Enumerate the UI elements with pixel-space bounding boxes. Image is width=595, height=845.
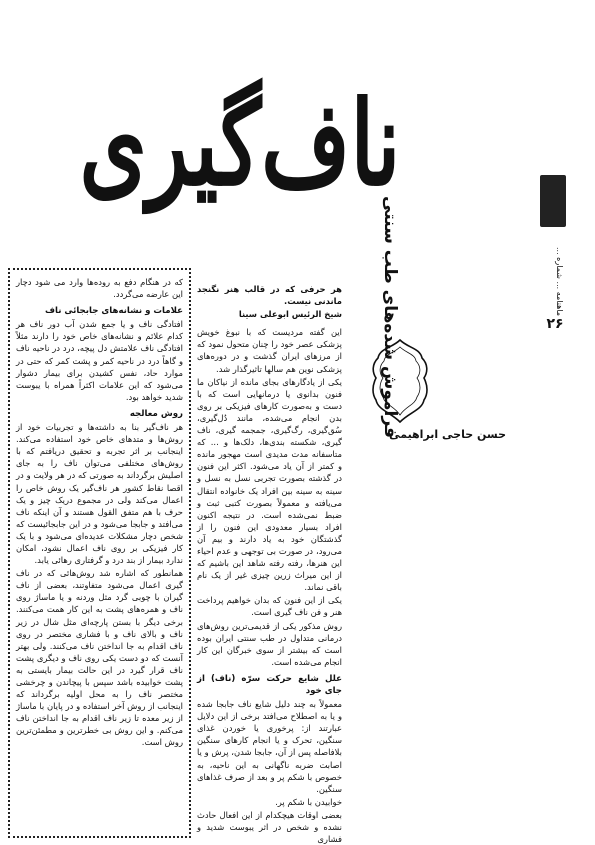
- paragraph: همانطور که اشاره شد روش‌هائی که در ناف گیری اعمال می‌شود متفاوتند، بعضی از ناف گیران با چوبی گرد مثل وردنه و یا ماساژ روی ناف و همره‌های پشت به این کار همت می‌کنند. برخی دیگر با بستن پارچه‌ای مثل شال در زیر ناف و بالای ناف و با فشاری مختصر در روی ناف اقدام به جا انداختن ناف می‌کنند. ولی بهتر آنست که دو دست یکی روی ناف و دیگری پشت ناف قرار گیرد در این حالت بیمار بایستی به پشت خوابیده باشد سپس با پیچاندن و چرخشی مختصر ناف را به محل اولیه برگرداند که اینجانب از روش آخر استفاده و در پایان با ماساژ از زیر معده تا زیر ناف اقدام به جا انداختن ناف می‌کنم. و این روش بی خطرترین و مطمئن‌ترین روش است.: [16, 568, 183, 748]
- paragraph: معمولاً به چند دلیل شایع ناف جابجا شده و یا به اصطلاح می‌افتد برخی از این دلایل عبارتند از: پرخوری یا خوردن غذای سنگین، تحرک و یا انجام کارهای سنگین بلافاصله پس از آن، جابجا شدن، پرش و یا اصابت ضربه ناگهانی به این ناحیه، به خصوص با شکم پر و بعد از صرف غذاهای سنگین.: [197, 699, 342, 794]
- ornament-frame-icon: [370, 338, 430, 424]
- lead-quote: هر حرفی که در قالب هنر نگنجد ماندنی نیست.: [197, 284, 342, 307]
- article-column-left: [8, 268, 191, 838]
- article-column-middle: [197, 283, 342, 845]
- paragraph: یکی از این فنون که بدان خواهیم پرداخت هنر و فن ناف گیری است.: [197, 595, 342, 618]
- article-subtitle: فراموش شده‌های طب سنتی: [380, 195, 400, 438]
- paragraph: یکی از یادگارهای بجای مانده از نیاکان ما فنون بدانوی یا درمانهایی است که با دست و به‌صورت کارهای فیزیکی بر روی بدن انجام می‌شده، مانند دُل‌گیری، سُق‌گیری، رگ‌گیری، جمجمه گیری، ناف گیری، شکسته بندی‌ها، دلک‌ها و ... که متاسفانه مدت مدیدی است مهجور مانده و کمتر از آن یاد می‌شود. اکثر این فنون در گذشته بصورت تجربی نسل به نسل و سینه به سینه بین افراد یک خانواده انتقال می‌یافته و معمولاً بصورت کتبی ثبت و ضبط نمی‌شده است. در نتیجه اکنون افراد بسیار معدودی این فنون را از گذشتگان خود به یاد دارند و بیم آن می‌رود، در صورت بی توجهی و عدم احیاء این هنرها، رفته رفته شاهد این باشیم که از این میراث زرین چیزی غیر از یک نام باقی نماند.: [197, 376, 342, 593]
- lead-quote-author: شیخ الرئیس ابوعلی سینا: [238, 309, 342, 320]
- issue-info: ماهنامه ... شماره ...: [555, 246, 564, 316]
- paragraph: افتادگی ناف و یا جمع شدن آب دور ناف هر کدام علائم و نشانه‌های خاص خود را دارند مثلاً افتادگی ناف علامتش دل پیچه، درد در ناحیه ناف و گاهاً درد در ناحیه کمر و پشت کمر که حتی در موارد حاد، نفس کشیدن برای بیمار دشوار می‌شود که این علامات اکثراً همراه با یبوست شدید خواهد بود.: [16, 319, 183, 402]
- article-title: ناف‌گیری: [79, 76, 401, 213]
- section-heading: علامات و نشانه‌های جابجائی ناف: [44, 306, 183, 317]
- page-number: ۲۶: [546, 316, 564, 332]
- magazine-logo-strip: [540, 175, 566, 227]
- paragraph: این گفته مردیست که با نبوغ خویش پزشکی عصر خود را چنان متحول نمود که از مرزهای ایران گذشت و در دوره‌های پزشکی نوین هم سالها تاثیرگذار شد.: [197, 327, 342, 374]
- paragraph: هر ناف‌گیر بنا به داشته‌ها و تجربیات خود از روش‌ها و متدهای خاص خود استفاده می‌کند. اینجانب بر اثر تجربه و تحقیق دریافتم که با روش‌های مختلفی می‌توان ناف را به جای اصلیش برگرداند به صورتی که در هر ولایت و در اقصا نقاط کشور هر ناف‌گیر یک روش خاص را اعمال می‌کند ولی در مجموع دریک چیز و یک حرف با هم متفق القول هستند و آن اینکه ناف می‌افتد و جابجا می‌شود و در این جابجائیست که شخص دچار مشکلات عدیده‌ای می‌شود و با یک کار فیزیکی بر روی ناف اعمال نشود، امکان ندارد بیمار از بند درد و گرفتاری رهائی یابد.: [16, 422, 183, 566]
- author-name: حسن حاجی ابراهیمی: [389, 428, 506, 441]
- section-heading: علل شایع حرکت سرّه (ناف) از جای خود: [197, 673, 342, 696]
- paragraph: که در هنگام دفع به روده‌ها وارد می شود دچار این عارضه می‌گردد.: [16, 277, 183, 300]
- paragraph: روش مذکور یکی از قدیمی‌ترین روش‌های درمانی متداول در طب سنتی ایران بوده است که بیشتر از سوی خبرگان این کار انجام می‌شده است.: [197, 620, 342, 667]
- paragraph: خوابیدن با شکم پر.: [275, 796, 342, 807]
- section-heading: روش معالجه: [129, 408, 183, 419]
- paragraph: بعضی اوقات هیچکدام از این افعال حادث نشده و شخص در اثر یبوست شدید و فشاری: [197, 809, 342, 845]
